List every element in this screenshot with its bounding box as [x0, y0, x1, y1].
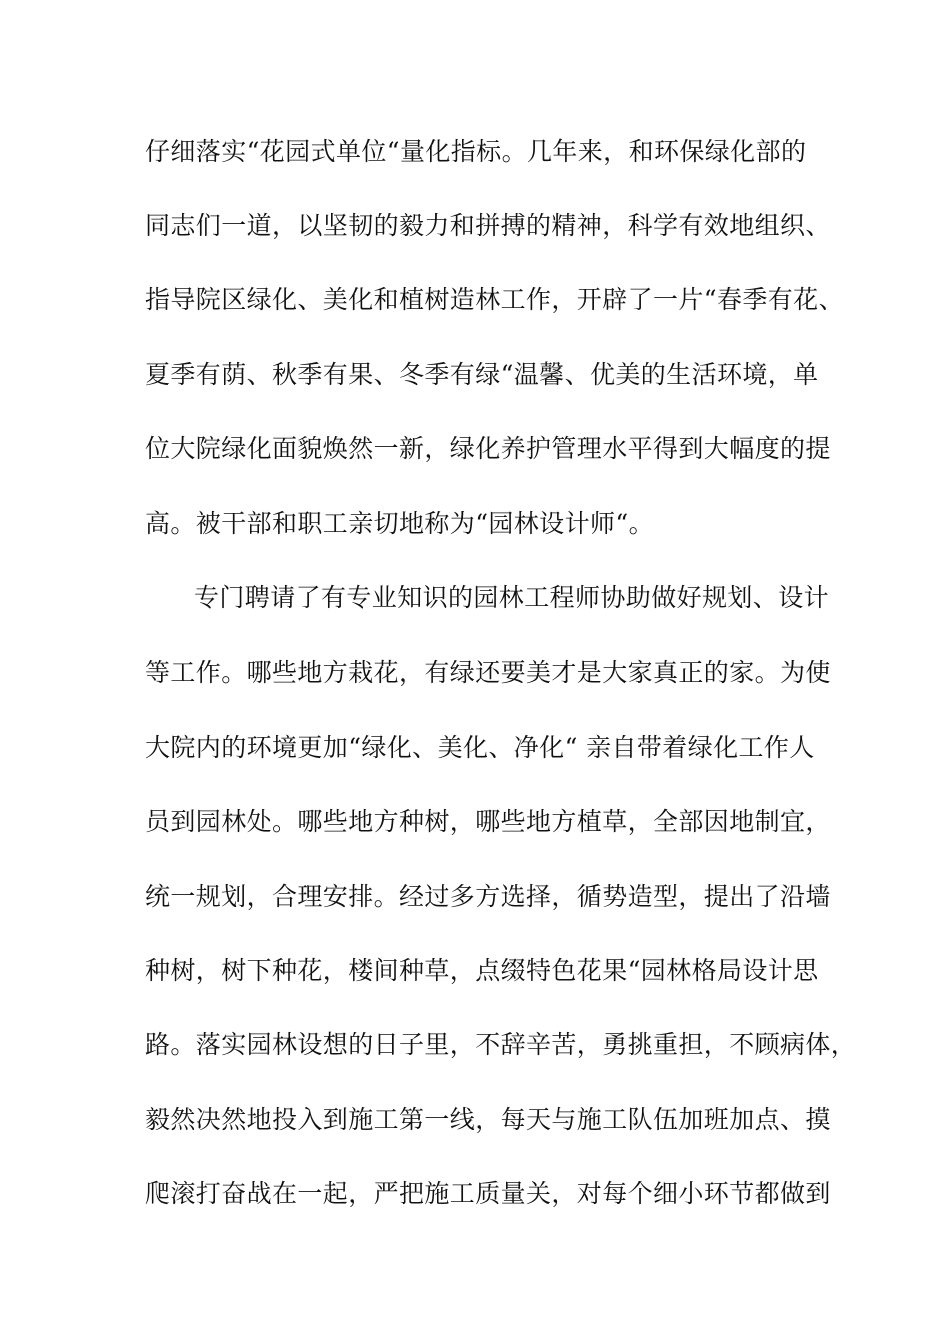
text-line: 位大院绿化面貌焕然一新，绿化养护管理水平得到大幅度的提	[145, 434, 831, 463]
paragraph-first-line: 专门聘请了有专业知识的园林工程师协助做好规划、设计	[194, 583, 830, 612]
text-line: 种树，树下种花，楼间种草，点缀特色花果“园林格局设计思	[145, 956, 819, 985]
text-line: 毅然决然地投入到施工第一线，每天与施工队伍加班加点、摸	[145, 1105, 831, 1134]
text-line: 爬滚打奋战在一起，严把施工质量关，对每个细小环节都做到	[145, 1179, 831, 1208]
text-line: 员到园林处。哪些地方种树，哪些地方植草，全部因地制宜，	[145, 807, 831, 836]
text-line: 夏季有荫、秋季有果、冬季有绿“温馨、优美的生活环境，单	[145, 360, 819, 389]
text-line: 等工作。哪些地方栽花，有绿还要美才是大家真正的家。为使	[145, 658, 831, 687]
text-line: 仔细落实“花园式单位“量化指标。几年来，和环保绿化部的	[145, 137, 807, 166]
text-line: 高。被干部和职工亲切地称为“园林设计师“。	[145, 509, 654, 538]
text-line: 指导院区绿化、美化和植树造林工作，开辟了一片“春季有花、	[145, 285, 844, 314]
text-line: 同志们一道，以坚韧的毅力和拼搏的精神，科学有效地组织、	[145, 211, 831, 240]
text-line: 路。落实园林设想的日子里，不辞辛苦，勇挑重担，不顾病体，	[145, 1030, 857, 1059]
text-line: 统一规划，合理安排。经过多方选择，循势造型，提出了沿墙	[145, 882, 831, 911]
text-line: 大院内的环境更加“绿化、美化、净化“ 亲自带着绿化工作人	[145, 733, 815, 762]
